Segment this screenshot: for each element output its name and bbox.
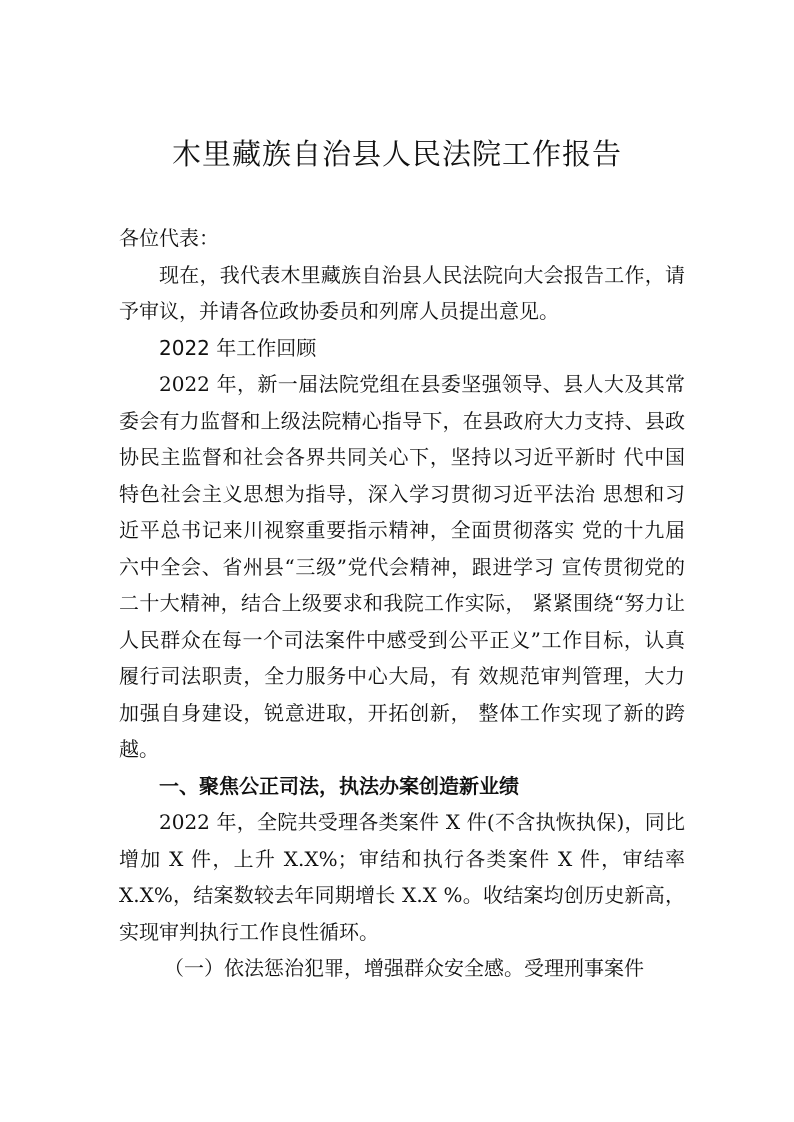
document-title: 木里藏族自治县人民法院工作报告 xyxy=(171,137,622,171)
document-body xyxy=(119,220,685,987)
subsection-heading: （一）依法惩治犯罪，增强群众安全感。受理刑事案件 xyxy=(164,956,644,980)
section-heading: 一、聚焦公正司法，执法办案创造新业绩 xyxy=(159,773,519,798)
review-paragraph: 2022 年，新一届法院党组在县委坚强领导、县人大及其常委会有力监督和上级法院精心指导下，在县政府大力支持、县政协民主监督和社会各界共同关心下，坚持以习近平新时 代中国特色社会主义思想为指导，深入学习贯彻习近平法治 思想和习近平总书记来川视察重要指示精神，全面贯彻落实 党的十九届六中全会、省州县“三级”党代会精神，跟进学习 宣传贯彻党的二十大精神，结合上级要求和我院工作实际， 紧紧围绕“努力让人民群众在每一个司法案件中感受到公平正义”工作目标，认真履行司法职责，全力服务中心大局，有 效规范审判管理，大力加强自身建设，锐意进取，开拓创新， 整体工作实现了新的跨越。 xyxy=(119,372,685,761)
salutation: 各位代表： xyxy=(119,226,219,250)
section-paragraph: 2022 年，全院共受理各类案件 X 件(不含执恢执保)，同比增加 X 件，上升 X.X%；审结和执行各类案件 X 件，审结率 X.X%，结案数较去年同期增长 X.X %。收结案均创历史新高，实现审判执行工作良性循环。 xyxy=(119,810,685,944)
review-heading: 2022 年工作回顾 xyxy=(159,335,317,360)
intro-paragraph: 现在，我代表木里藏族自治县人民法院向大会报告工作，请予审议，并请各位政协委员和列席人员提出意见。 xyxy=(119,262,685,323)
